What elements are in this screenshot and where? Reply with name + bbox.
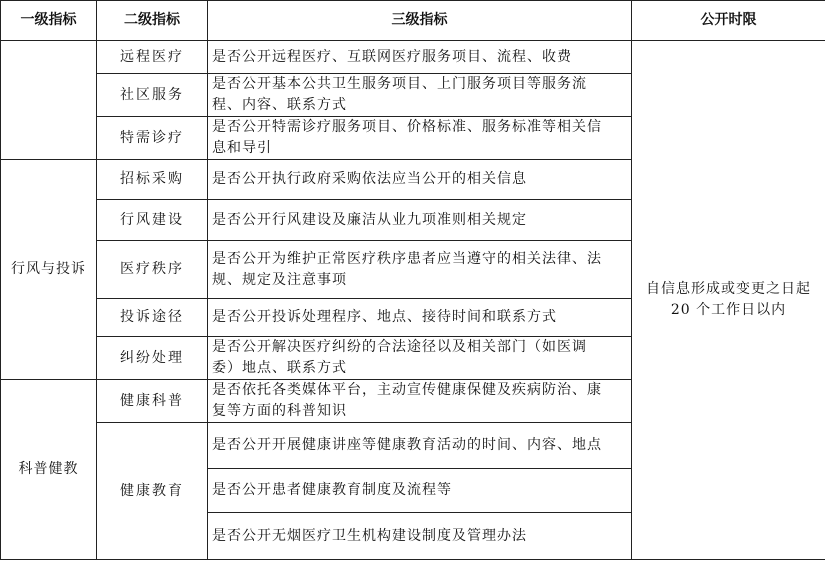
level3-text: 是否公开行风建设及廉洁从业九项准则相关规定 [212, 211, 527, 228]
level3-cell [208, 513, 632, 560]
level3-cell [208, 117, 632, 160]
level3-cell [208, 299, 632, 337]
level2-cell: 健康教育 [97, 423, 208, 560]
level3-cell [208, 380, 632, 423]
level3-text: 是否公开特需诊疗服务项目、价格标准、服务标准等相关信 [212, 119, 602, 135]
level3-text: 是否公开开展健康讲座等健康教育活动的时间、内容、地点 [212, 437, 602, 453]
level3-cell [208, 469, 632, 513]
level3-text: 是否公开基本公共卫生服务项目、上门服务项目等服务流 [212, 76, 587, 92]
level3-text: 规、规定及注意事项 [212, 271, 347, 288]
level3-text: 是否公开远程医疗、互联网医疗服务项目、流程、收费 [212, 48, 572, 65]
level3-text: 是否公开为维护正常医疗秩序患者应当遵守的相关法律、法 [212, 250, 602, 267]
header-level3: 三级指标 [208, 1, 632, 41]
level1-cell [1, 41, 97, 160]
level2-cell: 招标采购 [97, 160, 208, 200]
level3-cell [208, 74, 632, 117]
level3-text: 程、内容、联系方式 [212, 97, 347, 113]
level3-cell [208, 160, 632, 200]
level3-text: 是否公开无烟医疗卫生机构建设制度及管理办法 [212, 527, 527, 544]
level3-text: 息和导引 [212, 140, 272, 156]
level2-cell: 纠纷处理 [97, 337, 208, 380]
level3-text: 是否公开执行政府采购依法应当公开的相关信息 [212, 171, 527, 187]
level3-text: 是否公开解决医疗纠纷的合法途径以及相关部门（如医调 [212, 339, 587, 355]
header-deadline: 公开时限 [632, 1, 825, 41]
level2-cell: 投诉途径 [97, 299, 208, 337]
level3-text: 是否公开患者健康教育制度及流程等 [212, 482, 452, 498]
level3-cell [208, 241, 632, 299]
level3-text: 是否公开投诉处理程序、地点、接待时间和联系方式 [212, 309, 557, 325]
level2-cell: 特需诊疗 [97, 117, 208, 160]
header-level2: 二级指标 [97, 1, 208, 41]
level3-text: 复等方面的科普知识 [212, 403, 347, 419]
level3-cell [208, 200, 632, 241]
level2-cell: 远程医疗 [97, 41, 208, 74]
level3-cell [208, 41, 632, 74]
level2-cell: 健康科普 [97, 380, 208, 423]
table-row [1, 41, 825, 74]
level3-text: 是否依托各类媒体平台，主动宣传健康保健及疾病防治、康 [212, 382, 602, 398]
level3-cell [208, 337, 632, 380]
deadline-line1: 自信息形成或变更之日起 [646, 281, 811, 297]
level3-cell [208, 423, 632, 469]
level2-cell: 医疗秩序 [97, 241, 208, 299]
level2-cell: 社区服务 [97, 74, 208, 117]
level1-cell: 行风与投诉 [1, 160, 97, 380]
level3-text: 委）地点、联系方式 [212, 360, 347, 376]
level1-cell: 科普健教 [1, 380, 97, 560]
deadline-line2: 20 个工作日以内 [670, 302, 787, 318]
level2-cell: 行风建设 [97, 200, 208, 241]
deadline-cell [632, 41, 825, 560]
header-row [1, 1, 825, 41]
header-level1: 一级指标 [1, 1, 97, 41]
